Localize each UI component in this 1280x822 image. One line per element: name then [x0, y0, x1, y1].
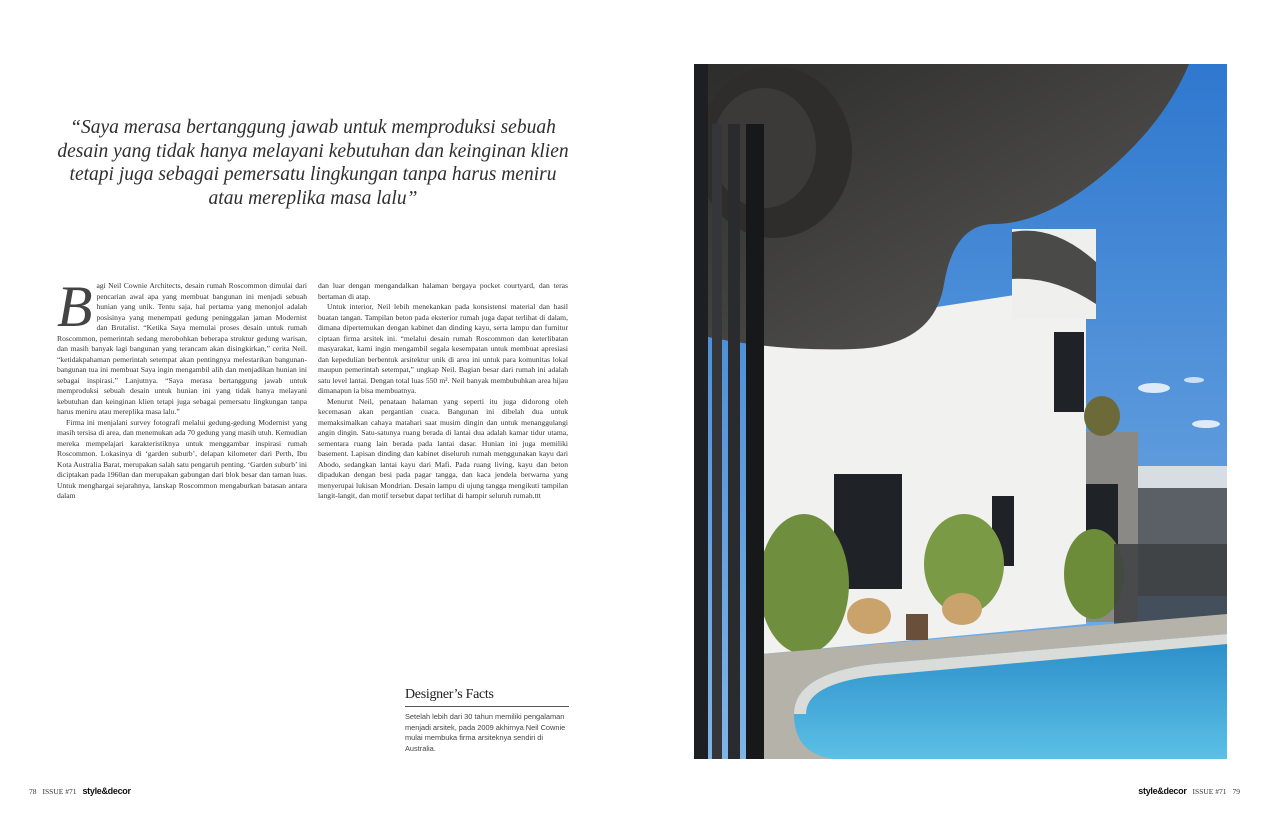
article-paragraph — [57, 274, 307, 418]
designers-facts-text: Setelah lebih dari 30 tahun memiliki pengalaman menjadi arsitek, pada 2009 akhirnya Neil Cownie mulai membuka firma arsiteknya sendiri di Australia. — [405, 712, 566, 753]
house-photo-illustration — [694, 64, 1227, 759]
issue-label: ISSUE #71 — [1192, 786, 1227, 796]
folio-left — [29, 786, 131, 796]
page-number: 79 — [1232, 786, 1240, 796]
article-column-right — [318, 281, 568, 502]
article-paragraph: Firma ini menjalani survey fotografi melalui gedung-gedung Modernist yang masih tersisa di area, dan menemukan ada 70 gedung yang masih utuh. Kemudian mereka mempelajari karakteristiknya untuk menggambar inspirasi rumah Roscommon. Lokasinya di ‘garden suburb’, delapan kilometer dari Perth, Ibu Kota Australia Barat, merupakan salah satu pengaruh penting. ‘Garden suburb’ ini diciptakan pada 1960an dan merupakan gabungan dari blok besar dan taman luas. Untuk menghargai sejarahnya, lanskap Roscommon mengaburkan batasan antara dalam — [57, 417, 307, 500]
page-number: 78 — [29, 786, 37, 796]
designers-facts-title: Designer’s Facts — [405, 687, 569, 707]
steel-column — [694, 64, 708, 759]
rattan-chair — [847, 598, 891, 634]
rattan-chair — [942, 593, 982, 625]
folio-right — [1138, 786, 1240, 796]
designers-facts-box — [405, 687, 569, 754]
paragraph-text: agi Neil Cownie Architects, desain rumah Roscommon dimulai dari pencarian awal apa yang membuat bangunan ini menjadi sebuah hunian yang unik. Tentu saja, hal pertama yang menonjol adalah posisinya yang menempati gedung peninggalan jaman Modernist dan Brutalist. “Ketika Saya memulai proses desain untuk rumah Roscommon, pemerintah sedang merobohkan beberapa struktur gedung warisan, dan masih banyak lagi bangunan yang terancam akan disingkirkan,” cerita Neil. “ketidakpahaman pemerintah setempat akan pentingnya melestarikan bangunan-bangunan tua ini membuat Saya ingin mengambil alih dan menjadikan hunian ini sebagai inspirasi.” Lanjutnya. “Saya merasa bertanggung jawab untuk memproduksi sebuah desain untuk hunian ini yang tidak hanya melayani kebutuhan dan keinginan klien tetapi juga sebagai pemersatu lingkungan tanpa harus meniru atau mereplika masa lalu.” — [57, 281, 307, 416]
pull-quote: “Saya merasa bertanggung jawab untuk memproduksi sebuah desain yang tidak hanya melayani kebutuhan dan keinginan klien tetapi juga sebagai pemersatu lingkungan tanpa harus meniru atau mereplika masa lalu” — [57, 117, 569, 209]
article-paragraph: Menurut Neil, penataan halaman yang seperti itu juga didorong oleh kecemasan akan pergantian cuaca. Bangunan ini dibelah dua untuk memaksimalkan cahaya matahari saat musim dingin dan untuk menanggulangi angin dingin. Satu-satunya ruang berada di lantai dua adalah kamar tidur utama, sementara ruang lain berada pada lantai dasar. Hunian ini juga memiliki basement. Lapisan dinding dan kabinet diseluruh rumah menggunakan kayu dari Abodo, sedangkan lantai kayu dari Mafi. Pada ruang living, kayu dan beton dipadukan dengan besi pada pagar tangga, dan kaca jendela berwarna yang menyerupai lukisan Mondrian. Desain lampu di ujung tangga mengikuti tampilan langit-langit, dan motif tersebut dapat terlihat di hampir seluruh rumah.ttt — [318, 396, 568, 500]
brand-logo: style&decor — [1138, 786, 1187, 796]
drop-cap: B — [57, 274, 93, 339]
article-paragraph: dan luar dengan mengandalkan halaman bergaya pocket courtyard, dan teras bertaman di atap. — [318, 281, 568, 301]
plant — [759, 514, 849, 654]
article-paragraph: Untuk interior, Neil lebih menekankan pada konsistensi material dan hasil buatan tangan. Tampilan beton pada eksterior rumah juga dapat terlihat di dalam, dimana dipertemukan dengan kabinet dan dinding kayu, serta lampu dan furnitur ciptaan firma arsitek ini. “melalui desain rumah Roscommon dan keterlibatan masyarakat, kami ingin mengambil segala kesempatan untuk membuat apresiasi dan kepedulian berbentuk arsitektur unik di area ini untuk para komunitas lokal maupun pemerintah setempat,” ungkap Neil. Bagian besar dari rumah ini adalah satu level lantai. Dengan total luas 550 m². Neil banyak membubuhkan area hijau dimanapun ia bisa membuatnya. — [318, 302, 568, 395]
steel-column — [746, 124, 764, 759]
brand-logo: style&decor — [82, 786, 131, 796]
issue-label: ISSUE #71 — [42, 786, 77, 796]
steel-column — [728, 124, 740, 759]
house-photo — [694, 64, 1227, 759]
article-column-left — [57, 274, 307, 502]
